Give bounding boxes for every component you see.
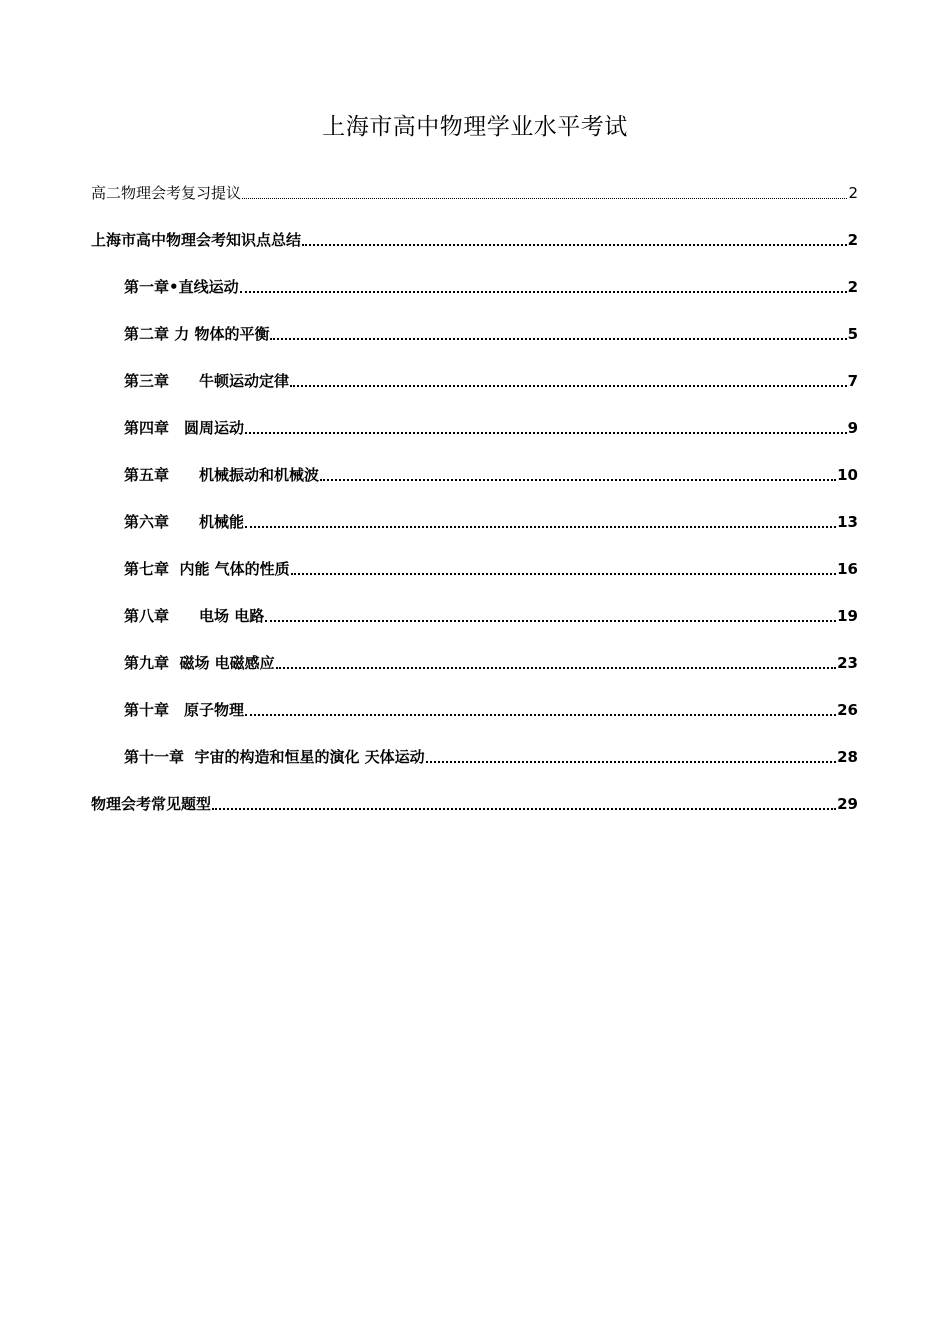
- toc-page-number: 13: [837, 513, 858, 531]
- toc-entry-label: 第四章 圆周运动: [124, 419, 245, 437]
- toc-page-number: 19: [837, 607, 858, 625]
- toc-dot-leader: [265, 620, 836, 622]
- toc-entry-label: 物理会考常见题型: [91, 795, 212, 813]
- toc-dot-leader: [270, 338, 846, 340]
- toc-entry-label: 第六章 机械能: [124, 513, 245, 531]
- toc-entry-chapter-3[interactable]: [124, 368, 858, 394]
- toc-entry-common-question-types[interactable]: [91, 791, 858, 817]
- toc-entry-label: 上海市高中物理会考知识点总结: [91, 231, 302, 249]
- toc-dot-leader: [245, 432, 847, 434]
- toc-entry-label: 第五章 机械振动和机械波: [124, 466, 320, 484]
- toc-entry-chapter-6[interactable]: [124, 509, 858, 535]
- toc-dot-leader: [242, 198, 847, 199]
- toc-entry-chapter-1[interactable]: [124, 274, 858, 300]
- toc-entry-knowledge-summary[interactable]: [91, 227, 858, 253]
- toc-entry-label: 第一章•直线运动: [124, 278, 239, 296]
- toc-entry-review-suggestions[interactable]: [91, 180, 858, 206]
- toc-page-number: 26: [837, 701, 858, 719]
- toc-dot-leader: [290, 385, 847, 387]
- toc-entry-label: 高二物理会考复习提议: [91, 184, 242, 202]
- toc-entry-chapter-11[interactable]: [124, 744, 858, 770]
- toc-dot-leader: [245, 526, 836, 528]
- toc-page-number: 16: [837, 560, 858, 578]
- toc-dot-leader: [320, 479, 836, 481]
- toc-page-number: 2: [847, 231, 858, 249]
- toc-page-number: 7: [847, 372, 858, 390]
- toc-dot-leader: [291, 573, 836, 575]
- toc-entry-label: 第二章 力 物体的平衡: [124, 325, 270, 343]
- toc-page-number: 28: [837, 748, 858, 766]
- toc-entry-chapter-4[interactable]: [124, 415, 858, 441]
- toc-page-number: 9: [847, 419, 858, 437]
- toc-dot-leader: [245, 714, 836, 716]
- toc-entry-chapter-2[interactable]: [124, 321, 858, 347]
- toc-entry-chapter-7[interactable]: [124, 556, 858, 582]
- toc-page-number: 23: [837, 654, 858, 672]
- toc-dot-leader: [240, 291, 847, 293]
- toc-page-number: 10: [837, 466, 858, 484]
- toc-entry-label: 第九章 磁场 电磁感应: [124, 654, 275, 672]
- toc-page-number: 2: [847, 278, 858, 296]
- document-title: 上海市高中物理学业水平考试: [322, 114, 628, 141]
- toc-page-number: 29: [837, 795, 858, 813]
- toc-dot-leader: [212, 808, 836, 810]
- toc-entry-label: 第十章 原子物理: [124, 701, 245, 719]
- toc-entry-chapter-9[interactable]: [124, 650, 858, 676]
- toc-dot-leader: [302, 244, 847, 246]
- toc-page-number: 2: [848, 184, 858, 202]
- toc-entry-label: 第七章 内能 气体的性质: [124, 560, 290, 578]
- toc-entry-chapter-5[interactable]: [124, 462, 858, 488]
- toc-dot-leader: [276, 667, 836, 669]
- toc-entry-label: 第三章 牛顿运动定律: [124, 372, 290, 390]
- toc-entry-label: 第八章 电场 电路: [124, 607, 265, 625]
- toc-entry-label: 第十一章 宇宙的构造和恒星的演化 天体运动: [124, 748, 425, 766]
- toc-page-number: 5: [847, 325, 858, 343]
- toc-dot-leader: [426, 761, 836, 763]
- toc-entry-chapter-10[interactable]: [124, 697, 858, 723]
- toc-entry-chapter-8[interactable]: [124, 603, 858, 629]
